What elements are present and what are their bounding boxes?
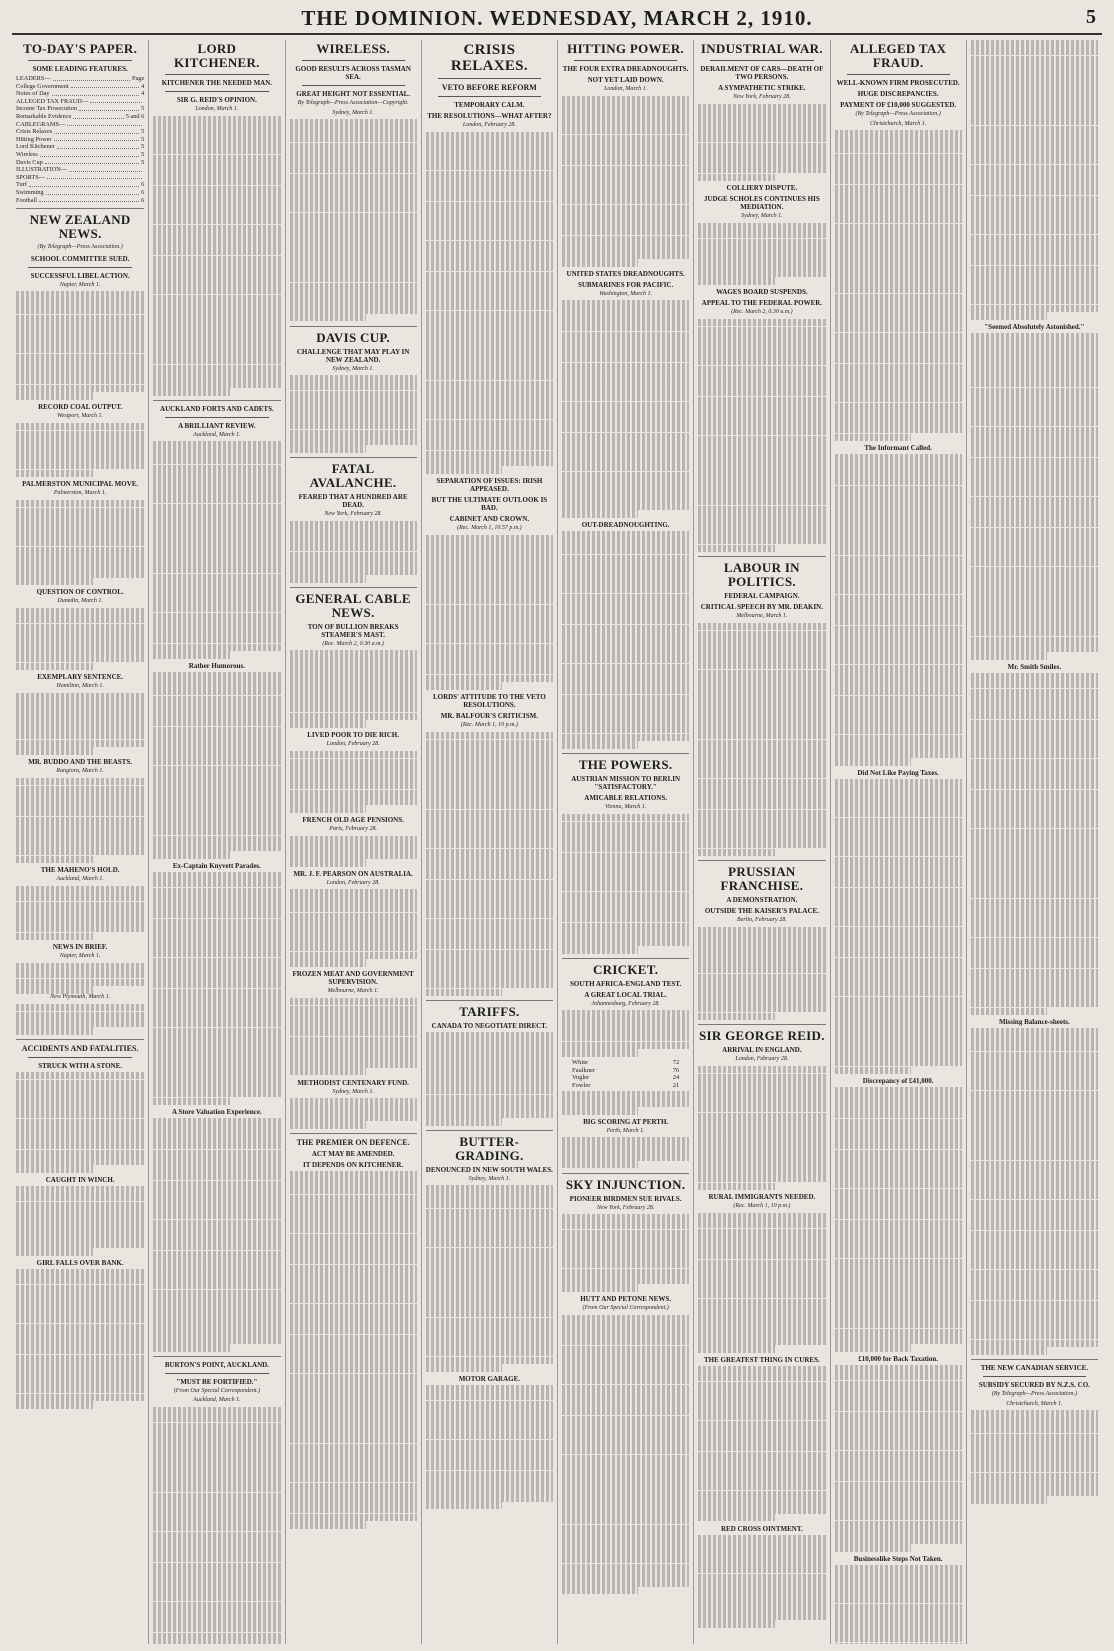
us-dateline: Washington, March 1. [599,290,653,297]
index-entry [16,113,144,121]
wireless-heading: WIRELESS. [316,41,391,56]
index-label: ALLEGED TAX FRAUD— [16,97,89,105]
astonished-heading: "Seemed Absolutely Astonished." [984,323,1085,332]
buddo-dateline: Rangiora, March 1. [56,768,104,775]
control-dateline: Dunedin, March 1. [57,598,103,605]
ultimate-heading: BUT THE ULTIMATE OUTLOOK IS BAD. [431,495,548,512]
lords-heading: LORDS' ATTITUDE TO THE VETO RESOLUTIONS. [432,693,546,710]
cricket-dateline: Johannesburg, February 28. [591,1000,660,1007]
deakin-dateline: Melbourne, March 1. [736,613,788,620]
index-page: 5 [141,105,145,113]
article-text [426,535,553,691]
resolutions-heading: THE RESOLUTIONS—WHAT AFTER? [427,112,552,120]
auckland-forts-heading: AUCKLAND FORTS AND CADETS. [160,404,274,413]
index-entry [16,189,144,197]
page-number: 5 [1086,6,1096,28]
buddo-heading: MR. BUDDO AND THE BEASTS. [28,758,132,767]
separation-heading: SEPARATION OF ISSUES: IRISH APPEASED. [436,476,543,493]
article-text [16,291,144,400]
rural-heading: RURAL IMMIGRANTS NEEDED. [708,1193,816,1202]
tariffs-heading: TARIFFS. [459,1004,520,1020]
article-text [153,1407,280,1644]
article-text [971,673,1098,1015]
out-dreadnoughting-heading: OUT-DREADNOUGHTING. [581,521,670,530]
index-entry [16,105,144,113]
index-label: Notes of Day [16,90,50,98]
coal-heading: RECORD COAL OUTPUT. [38,403,123,412]
article-text [698,104,825,182]
subsidy-heading: SUBSIDY SECURED BY N.Z.S. CO. [978,1381,1090,1390]
index-label: ILLUSTRATION— [16,166,68,174]
bank-heading: GIRL FALLS OVER BANK. [36,1259,124,1268]
column-3 [285,40,421,1644]
veto-heading: VETO BEFORE REFORM [441,83,537,92]
balfour-heading: MR. BALFOUR'S CRITICISM. [440,712,538,721]
index-page: 5 [141,158,145,166]
informant-heading: The Informant Called. [864,444,932,453]
article-text [971,1410,1098,1503]
cricket-sub-2: A GREAT LOCAL TRIAL. [584,990,667,999]
colliery-heading: COLLIERY DISPUTE. [726,184,798,193]
article-text [562,1091,689,1114]
leading-features-subheading: SOME LEADING FEATURES. [32,65,128,73]
back-taxation-heading: £10,000 for Back Taxation. [858,1354,939,1363]
nz-news-sub: (By Telegraph—Press Association.) [37,244,123,251]
article-text [562,300,689,518]
tax-sub-4: (By Telegraph—Press Association.) [855,111,941,117]
article-text [16,1072,144,1173]
tax-sub: WELL-KNOWN FIRM PROSECUTED. [836,79,960,87]
tax-dateline: Christchurch, March 1. [870,120,927,127]
premier-sub: ACT MAY BE AMENDED. [311,1150,395,1159]
column-2 [148,40,284,1644]
judge-heading: JUDGE SCHOLES CONTINUES HIS MEDIATION. [704,195,820,212]
businesslike-heading: Businesslike Steps Not Taken. [853,1554,943,1563]
index-entry [16,143,144,151]
store-heading: A Store Valuation Experience. [172,1108,262,1117]
article-text [16,423,144,477]
index-label: SPORTS— [16,173,46,181]
avalanche-dateline: New York, February 28. [324,510,382,517]
index-page: 4 [141,82,145,90]
index-page: 5 [141,135,145,143]
index-label: Lord Kitchener [16,143,55,151]
masthead-title: THE DOMINION. WEDNESDAY, MARCH 2, 1910. [301,6,813,30]
hitting-sub: THE FOUR EXTRA DREADNOUGHTS. [562,65,689,73]
greatest-heading: THE GREATEST THING IN CURES. [704,1356,820,1365]
general-cable-heading: GENERAL CABLE NEWS. [295,590,411,620]
premier-heading: THE PREMIER ON DEFENCE. [296,1138,410,1148]
french-dateline: Paris, February 28. [329,826,377,832]
index-entry [16,181,144,189]
column-7 [830,40,966,1644]
article-text [16,778,144,864]
columns [12,40,1102,1644]
rural-dateline: (Rec. March 1, 10 p.m.) [733,1203,791,1210]
masthead [0,6,1114,30]
prussian-heading: PRUSSIAN FRANCHISE. [720,864,804,894]
pearson-heading: MR. J. F. PEARSON ON AUSTRALIA. [293,869,413,878]
fortified-heading: "MUST BE FORTIFIED." [176,1377,258,1386]
index-page: 6 [141,188,145,196]
davis-dateline: Sydney, March 1. [332,365,374,372]
hutt-heading: HUTT AND PETONE NEWS. [580,1294,671,1303]
reid-heading: SIR GEORGE REID. [698,1028,825,1044]
article-text [426,1185,553,1372]
discrepancy-heading: Discrepancy of £41,000. [862,1077,934,1086]
cricket-row [572,1067,679,1075]
article-text [290,650,417,728]
balfour-dateline: (Rec. March 1, 10 p.m.) [460,722,518,729]
article-text [16,1186,144,1256]
article-text [16,1004,144,1035]
cricket-row [572,1082,679,1090]
index-entry [16,90,144,98]
tax-sub-3: PAYMENT OF £10,000 SUGGESTED. [840,101,957,109]
wireless-sub: GOOD RESULTS ACROSS TASMAN SEA. [295,65,411,81]
premier-sub-2: IT DEPENDS ON KITCHENER. [303,1161,404,1170]
index-entry [16,98,144,106]
calm-heading: TEMPORARY CALM. [454,101,525,109]
tax-sub-2: HUGE DISCREPANCIES. [857,90,939,98]
article-text [290,375,417,453]
french-heading: FRENCH OLD AGE PENSIONS. [302,816,404,824]
masthead-rule [12,33,1102,35]
index-label: Davis Cup [16,158,43,166]
article-text [835,1087,962,1352]
index-label: Remarkable Evidence [16,112,72,120]
index-list [16,75,144,204]
powers-heading: THE POWERS. [578,757,673,773]
todays-paper-heading: TO-DAY'S PAPER. [23,41,138,56]
winch-heading: CAUGHT IN WINCH. [45,1176,115,1184]
index-label: College Government [16,82,69,90]
bullion-heading: TON OF BULLION BREAKS STEAMER'S MAST. [307,622,399,639]
index-entry [16,128,144,136]
index-page: 5 [141,143,145,151]
index-label: CABLEGRAMS— [16,120,66,128]
article-text [153,116,280,396]
butter-dateline: Sydney, March 1. [468,1175,511,1182]
avalanche-sub: FEARED THAT A HUNDRED ARE DEAD. [298,492,408,509]
article-text [835,130,962,441]
cricket-player: Faulkner [572,1066,596,1074]
kitchener-sub: KITCHENER THE NEEDED MAN. [161,79,273,87]
brilliant-review-heading: A BRILLIANT REVIEW. [178,421,256,430]
amicable-dateline: Vienna, March 1. [604,804,647,811]
perth-heading: BIG SCORING AT PERTH. [583,1117,669,1126]
column-6 [693,40,829,1644]
article-text [290,751,417,813]
index-label: Wireless [16,150,38,158]
frozen-heading: FROZEN MEAT AND GOVERNMENT SUPERVISION. [292,970,414,987]
judge-dateline: Sydney, March 1. [741,213,783,220]
article-text [835,454,962,765]
crisis-heading: CRISIS RELAXES. [450,42,528,74]
strike-dateline: New York, February 28. [733,94,791,100]
cricket-runs: 21 [672,1081,680,1089]
coal-dateline: Westport, March 1. [57,413,104,420]
brilliant-dateline: Auckland, March 1. [193,431,241,438]
parade-heading: Ex-Captain Knyvett Parades. [172,861,261,870]
article-text [971,40,1098,320]
us-dreadnoughts-heading: UNITED STATES DREADNOUGHTS. [566,269,685,278]
article-text [698,623,825,856]
maheno-heading: THE MAHENO'S HOLD. [40,866,120,875]
fortified-dateline: Auckland, March 1. [193,1397,241,1404]
article-text [290,889,417,967]
cricket-runs: 76 [672,1066,680,1074]
palmerston-heading: PALMERSTON MUNICIPAL MOVE. [22,480,139,489]
index-label: LEADERS— [16,75,51,82]
column-1 [12,40,148,1644]
index-entry [16,75,144,83]
lived-dateline: London, February 28. [326,741,380,748]
control-heading: QUESTION OF CONTROL. [36,588,124,597]
lived-heading: LIVED POOR TO DIE RICH. [307,731,399,740]
butter-heading: BUTTER-GRADING. [455,1133,524,1163]
perth-dateline: Perth, March 1. [606,1127,645,1134]
wireless-sub-3: By Telegraph—Press Association—Copyright. [297,100,409,106]
federal-heading: FEDERAL CAMPAIGN. [724,592,800,601]
article-text [290,836,417,867]
school-committee-heading: SCHOOL COMMITTEE SUED. [30,254,130,263]
article-text [426,1032,553,1125]
cricket-runs: 24 [672,1074,680,1082]
deakin-heading: CRITICAL SPEECH BY MR. DEAKIN. [700,603,823,612]
pearson-dateline: London, February 28. [326,879,380,886]
reid-sub: ARRIVAL IN ENGLAND. [722,1046,802,1055]
burton-heading: BURTON'S POINT, AUCKLAND. [164,1360,269,1369]
exemplary-dateline: Hamilton, March 1. [56,683,104,690]
sky-dateline: New York, February 28. [596,1204,655,1211]
hitting-power-heading: HITTING POWER. [567,41,685,56]
article-text [16,608,144,670]
article-text [562,531,689,749]
hitting-sub-2: NOT YET LAID DOWN. [587,76,664,84]
article-text [153,1118,280,1351]
cabinet-dateline: (Rec. March 1, 10.57 p.m.) [457,524,522,531]
article-text [153,672,280,859]
hitting-dateline: London, March 1. [604,86,648,92]
cricket-runs: 72 [672,1059,680,1067]
column-8 [966,40,1102,1644]
appeal-heading: APPEAL TO THE FEDERAL POWER. [701,299,823,308]
service-sub-2: (By Telegraph—Press Association.) [991,1391,1078,1398]
powers-sub: AUSTRIAN MISSION TO BERLIN "SATISFACTORY." [571,775,681,792]
davis-cup-heading: DAVIS CUP. [316,329,391,345]
index-page: 6 [141,196,145,204]
index-page: 5 and 6 [125,112,145,120]
ointment-heading: RED CROSS OINTMENT. [721,1524,803,1533]
article-text [971,333,1098,660]
hutt-sub: (From Our Special Correspondent.) [582,1304,669,1311]
demo-heading: A DEMONSTRATION. [726,896,798,905]
amicable-heading: AMICABLE RELATIONS. [584,794,667,803]
brief-dateline-2: New Plymouth, March 1. [50,994,111,1001]
article-text [562,814,689,954]
article-text [562,1315,689,1595]
reid-opinion-heading: SIR G. REID'S OPINION. [176,96,257,104]
index-entry [16,121,144,129]
missing-heading: Missing Balance-sheets. [998,1018,1070,1027]
cricket-row [572,1074,679,1082]
libel-heading: SUCCESSFUL LIBEL ACTION. [30,271,130,280]
sky-sub: PIONEER BIRDMEN SUE RIVALS. [569,1194,682,1203]
article-text [290,119,417,321]
article-text [290,1098,417,1129]
article-text [698,1213,825,1353]
submarines-heading: SUBMARINES FOR PACIFIC. [577,280,674,289]
cricket-player: Fowler [572,1081,591,1089]
index-page: Page [132,75,145,82]
article-text [426,732,553,997]
article-text [698,927,825,1020]
cricket-row [572,1059,679,1067]
article-text [562,96,689,267]
wages-heading: WAGES BOARD SUSPENDS. [716,288,808,297]
article-text [290,521,417,583]
index-label: Hitting Power [16,135,52,143]
article-text [16,886,144,940]
article-text [562,1214,689,1292]
industrial-war-heading: INDUSTRIAL WAR. [700,41,823,56]
exemplary-heading: EXEMPLARY SENTENCE. [37,673,124,682]
index-page: 4 [141,90,145,98]
service-dateline: Christchurch, March 1. [1006,1400,1063,1407]
index-page: 5 [141,128,145,136]
frozen-dateline: Melbourne, March 1. [327,988,379,995]
methodist-dateline: Sydney, March 1. [332,1088,374,1095]
palmerston-dateline: Palmerston, March 1. [53,490,107,497]
index-entry [16,166,144,174]
davis-cup-sub: CHALLENGE THAT MAY PLAY IN NEW ZEALAND. [296,347,410,364]
article-text [562,1137,689,1168]
article-text [835,779,962,1075]
labour-heading: LABOUR IN POLITICS. [723,560,800,590]
methodist-heading: METHODIST CENTENARY FUND. [297,1078,409,1087]
cabinet-heading: CABINET AND CROWN. [449,514,530,523]
index-label: Turf [16,181,27,189]
column-5 [557,40,693,1644]
article-text [698,223,825,285]
cricket-player: White [572,1059,588,1067]
cricket-heading: CRICKET. [592,961,659,977]
avalanche-heading: FATAL AVALANCHE. [309,460,397,490]
kitchener-heading: LORD KITCHENER. [174,41,260,70]
maheno-dateline: Auckland, March 1. [56,876,104,883]
article-text [426,1385,553,1510]
article-text [426,132,553,474]
canada-heading: CANADA TO NEGOTIATE DIRECT. [431,1022,548,1031]
column-4 [421,40,557,1644]
bullion-dateline: (Rec. March 2, 0.30 a.m.) [322,640,384,647]
article-text [153,872,280,1105]
smith-heading: Mr. Smith Smiles. [1007,662,1062,671]
article-text [16,963,144,994]
sky-heading: SKY INJUNCTION. [565,1176,686,1192]
article-text [698,1535,825,1628]
index-label: Crisis Relaxes [16,128,53,136]
article-text [16,500,144,586]
reid-arrival-dateline: London, February 28. [735,1056,789,1063]
resolutions-dateline: London, February 28. [462,122,516,128]
palace-dateline: Berlin, February 28. [737,917,787,924]
brief-dateline: Napier, March 1. [59,953,101,960]
index-entry [16,159,144,167]
fortified-sub: (From Our Special Correspondent.) [173,1387,260,1394]
reid-dateline: London, March 1. [195,106,239,112]
cricket-score-table [572,1059,679,1089]
article-text [153,441,280,659]
brief-heading: NEWS IN BRIEF. [52,943,108,952]
stone-heading: STRUCK WITH A STONE. [38,1061,123,1070]
article-text [698,319,825,552]
article-text [698,1366,825,1522]
article-text [562,1010,689,1057]
libel-dateline: Napier, March 1. [59,281,101,288]
article-text [16,693,144,755]
index-label: Swimming [16,188,44,196]
wireless-dateline: Sydney, March 1. [332,109,374,116]
article-text [835,1565,962,1644]
cricket-player: Vogler [572,1074,590,1082]
palace-heading: OUTSIDE THE KAISER'S PALACE. [704,907,819,916]
cricket-sub: SOUTH AFRICA-ENGLAND TEST. [570,979,682,988]
article-text [16,1269,144,1409]
article-text [698,1066,825,1191]
tax-fraud-heading: ALLEGED TAX FRAUD. [849,41,947,70]
nz-news-heading: NEW ZEALAND NEWS. [29,212,131,242]
article-text [290,1171,417,1529]
index-entry [16,136,144,144]
garage-heading: MOTOR GARAGE. [458,1375,521,1384]
index-page: 6 [141,181,145,189]
derailment-heading: DERAILMENT OF CARS—DEATH OF TWO PERSONS. [700,65,824,81]
butter-sub: DENOUNCED IN NEW SOUTH WALES. [425,1165,553,1174]
strike-heading: A SYMPATHETIC STRIKE. [718,84,806,92]
article-text [971,1028,1098,1355]
humorous-heading: Rather Humorous. [188,662,245,671]
index-entry [16,83,144,91]
index-entry [16,151,144,159]
article-text [835,1365,962,1552]
appeal-dateline: (Rec. March 2, 0.30 a.m.) [731,309,793,316]
canadian-service-heading: THE NEW CANADIAN SERVICE. [980,1364,1089,1373]
index-entry [16,197,144,205]
index-page: 5 [141,150,145,158]
wireless-sub-2: GREAT HEIGHT NOT ESSENTIAL. [296,90,411,98]
taxes-heading: Did Not Like Paying Taxes. [857,768,939,777]
index-label: Income Tax Prosecution [16,105,77,113]
index-label: Football [16,196,37,204]
accidents-heading: ACCIDENTS AND FATALITIES. [21,1043,139,1053]
article-text [290,998,417,1076]
index-entry [16,174,144,182]
